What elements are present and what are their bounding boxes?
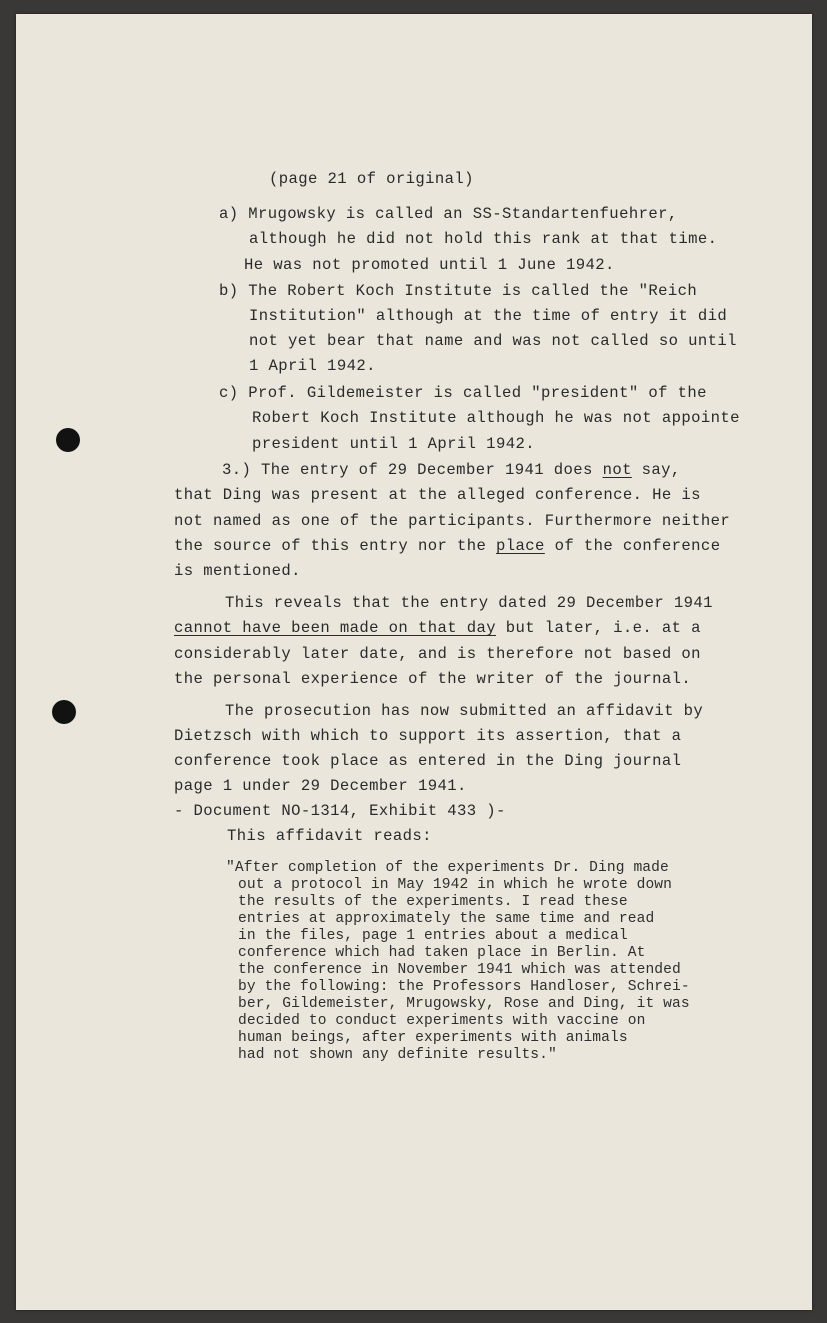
point3-line: that Ding was present at the alleged conference. He is bbox=[174, 486, 701, 504]
item-a-line: although he did not hold this rank at that time. bbox=[249, 230, 718, 248]
reveals-line: considerably later date, and is therefore not based on bbox=[174, 645, 701, 663]
point3-text: 3.) The entry of 29 December 1941 does bbox=[222, 461, 603, 479]
quote-line: in the files, page 1 entries about a medical bbox=[238, 928, 628, 944]
quote-line: "After completion of the experiments Dr. Ding made bbox=[226, 860, 669, 876]
quote-line: the results of the experiments. I read these bbox=[238, 894, 628, 910]
point3-text: the source of this entry nor the bbox=[174, 537, 497, 555]
item-c-line: Robert Koch Institute although he was not appointe bbox=[252, 409, 740, 427]
item-b-line: not yet bear that name and was not called so until bbox=[249, 332, 737, 350]
document-reference: - Document NO-1314, Exhibit 433 )- bbox=[174, 802, 506, 820]
point3-text: of the conference bbox=[544, 537, 721, 555]
point3-line bbox=[174, 539, 720, 555]
prosecution-line: conference took place as entered in the Ding journal bbox=[174, 752, 682, 770]
page-reference: (page 21 of original) bbox=[269, 170, 474, 188]
document-page bbox=[16, 14, 812, 1310]
affidavit-intro: This affidavit reads: bbox=[227, 827, 432, 845]
quote-line: human beings, after experiments with animals bbox=[238, 1030, 628, 1046]
punch-hole-lower bbox=[52, 700, 76, 724]
quote-line: decided to conduct experiments with vaccine on bbox=[238, 1013, 646, 1029]
point3-line: is mentioned. bbox=[174, 562, 301, 580]
reveals-line bbox=[174, 621, 701, 637]
prosecution-line: The prosecution has now submitted an affidavit by bbox=[225, 702, 704, 720]
item-c-line: c) Prof. Gildemeister is called "president" of the bbox=[219, 384, 707, 402]
item-a-line: He was not promoted until 1 June 1942. bbox=[244, 256, 615, 274]
reveals-text: but later, i.e. at a bbox=[496, 619, 701, 637]
point3-emphasis: not bbox=[602, 461, 632, 479]
quote-line: conference which had taken place in Berlin. At bbox=[238, 945, 646, 961]
point3-line: not named as one of the participants. Furthermore neither bbox=[174, 512, 731, 530]
quote-line: entries at approximately the same time and read bbox=[238, 911, 655, 927]
item-b-line: 1 April 1942. bbox=[249, 357, 376, 375]
point3-emphasis: place bbox=[496, 537, 545, 555]
quote-line: ber, Gildemeister, Mrugowsky, Rose and Ding, it was bbox=[238, 996, 690, 1012]
reveals-emphasis: cannot have been made on that day bbox=[174, 619, 497, 637]
reveals-line: This reveals that the entry dated 29 December 1941 bbox=[225, 594, 713, 612]
quote-line: out a protocol in May 1942 in which he wrote down bbox=[238, 877, 673, 893]
quote-line: had not shown any definite results." bbox=[238, 1047, 557, 1063]
prosecution-line: page 1 under 29 December 1941. bbox=[174, 777, 467, 795]
item-a-line: a) Mrugowsky is called an SS-Standartenfuehrer, bbox=[219, 205, 678, 223]
reveals-line: the personal experience of the writer of the journal. bbox=[174, 670, 692, 688]
quote-line: the conference in November 1941 which was attended bbox=[238, 962, 681, 978]
point3-line bbox=[222, 463, 681, 479]
quote-line: by the following: the Professors Handloser, Schrei- bbox=[238, 979, 690, 995]
item-c-line: president until 1 April 1942. bbox=[252, 435, 535, 453]
punch-hole-upper bbox=[56, 428, 80, 452]
item-b-line: Institution" although at the time of entry it did bbox=[249, 307, 728, 325]
prosecution-line: Dietzsch with which to support its assertion, that a bbox=[174, 727, 682, 745]
item-b-line: b) The Robert Koch Institute is called the "Reich bbox=[219, 282, 698, 300]
point3-text: say, bbox=[631, 461, 681, 479]
